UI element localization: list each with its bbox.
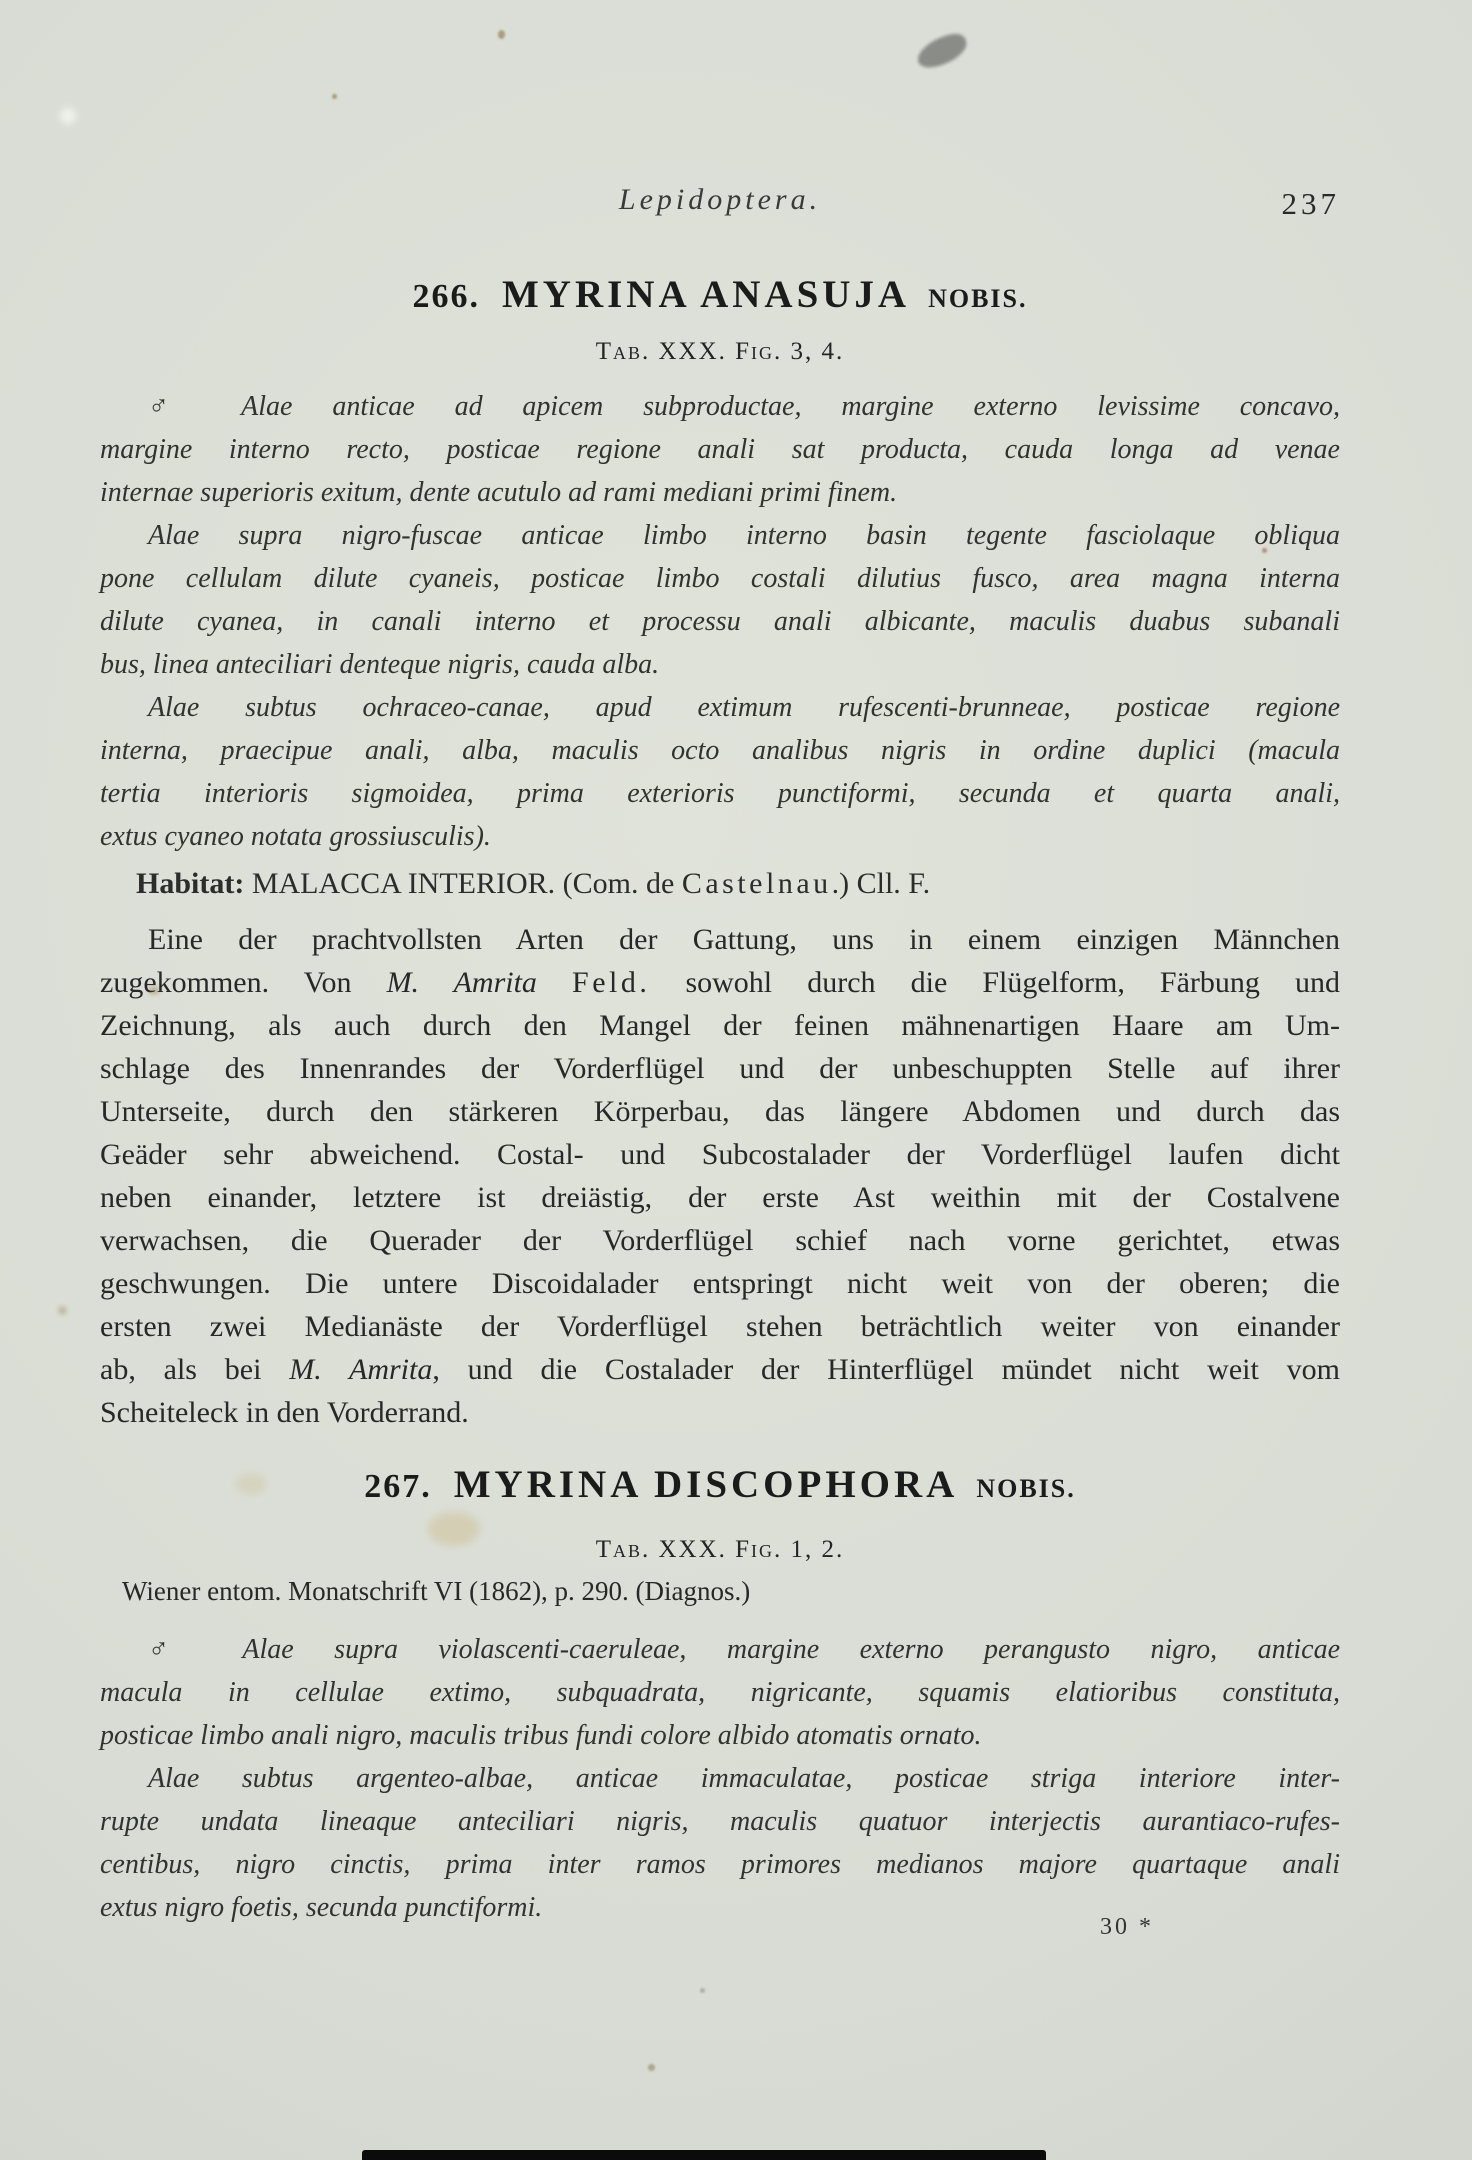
signature-mark: 30 * — [1100, 1914, 1154, 1940]
paper-stain — [648, 2064, 655, 2071]
paragraph — [100, 686, 1340, 858]
text-line: rupte undata lineaque anteciliari nigris, maculis quatuor interjectis aurantiaco-rufes- — [100, 1806, 1340, 1837]
text-line: ersten zwei Medianäste der Vorderflügel stehen beträchtlich weiter von einander — [100, 1310, 1340, 1343]
text-line: centibus, nigro cinctis, prima inter ramos primores medianos majore quartaque anali — [100, 1849, 1340, 1880]
paper-stain — [700, 1988, 705, 1993]
species-number: 267. — [364, 1468, 432, 1505]
text-line: ♂ Alae supra violascenti-caeruleae, margine externo perangusto nigro, anticae — [148, 1634, 1340, 1665]
section-266-body — [100, 385, 1340, 1434]
species-authority: NOBIS. — [928, 284, 1028, 313]
text-line: Alae subtus ochraceo-canae, apud extimum rufescenti-brunneae, posticae regione — [148, 692, 1340, 723]
text-line: ♂ Alae anticae ad apicem subproductae, margine externo levissime concavo, — [148, 391, 1340, 422]
species-name: MYRINA ANASUJA — [501, 273, 911, 316]
text-line: Geäder sehr abweichend. Costal- und Subcostalader der Vorderflügel laufen dicht — [100, 1138, 1340, 1171]
paper-stain — [498, 30, 505, 39]
text-line: Zeichnung, als auch durch den Mangel der feinen mähnenartigen Haare am Um- — [100, 1009, 1340, 1042]
running-header: Lepidoptera. — [618, 183, 822, 216]
text-line: Scheiteleck in den Vorderrand. — [100, 1396, 469, 1429]
species-authority: NOBIS. — [976, 1474, 1076, 1503]
text-line: pone cellulam dilute cyaneis, posticae limbo costali dilutius fusco, area magna interna — [100, 563, 1340, 594]
text-line: Habitat: MALACCA INTERIOR. (Com. de Castelnau.) Cll. F. — [136, 867, 931, 900]
paragraph — [100, 514, 1340, 686]
text-line: geschwungen. Die untere Discoidalader entspringt nicht weit von der oberen; die — [100, 1267, 1340, 1300]
text-line: extus cyaneo notata grossiusculis). — [100, 821, 491, 852]
text-line: internae superioris exitum, dente acutulo ad rami mediani primi finem. — [100, 477, 898, 508]
paragraph — [100, 385, 1340, 514]
species-heading-266 — [100, 272, 1340, 317]
text-line: posticae limbo anali nigro, maculis tribus fundi colore albido atomatis ornato. — [100, 1720, 982, 1751]
page-number: 237 — [1281, 186, 1340, 221]
text-line: macula in cellulae extimo, subquadrata, nigricante, squamis elatioribus constituta, — [100, 1677, 1340, 1708]
paper-stain — [58, 1306, 67, 1315]
ink-smudge-mark — [913, 29, 971, 73]
section-267-body — [100, 1628, 1340, 1929]
species-number: 266. — [412, 278, 480, 315]
paragraph — [100, 918, 1340, 1434]
literature-reference: Wiener entom. Monatschrift VI (1862), p. 290. (Diagnos.) — [122, 1576, 751, 1606]
text-line: schlage des Innenrandes der Vorderflügel und der unbeschuppten Stelle auf ihrer — [100, 1052, 1340, 1085]
text-line: extus nigro foetis, secunda punctiformi. — [100, 1892, 543, 1923]
paper-stain — [332, 94, 337, 99]
plate-reference-267: Tab. XXX. Fig. 1, 2. — [595, 1536, 845, 1563]
paragraph — [100, 862, 1340, 905]
text-line: neben einander, letztere ist dreiästig, der erste Ast weithin mit der Costalvene — [100, 1181, 1340, 1214]
text-line: ab, als bei M. Amrita, und die Costalader der Hinterflügel mündet nicht weit vom — [100, 1353, 1340, 1386]
plate-reference-266: Tab. XXX. Fig. 3, 4. — [595, 338, 845, 365]
text-line: Unterseite, durch den stärkeren Körperbau, das längere Abdomen und durch das — [100, 1095, 1340, 1128]
text-line: Eine der prachtvollsten Arten der Gattung, uns in einem einzigen Männchen — [148, 923, 1340, 956]
species-name: MYRINA DISCOPHORA — [453, 1463, 959, 1506]
paragraph — [100, 1757, 1340, 1929]
paper-stain — [60, 108, 76, 124]
species-heading-267 — [100, 1462, 1340, 1507]
text-line: tertia interioris sigmoidea, prima exterioris punctiformi, secunda et quarta anali, — [100, 778, 1340, 809]
text-line: Alae subtus argenteo-albae, anticae immaculatae, posticae striga interiore inter- — [148, 1763, 1340, 1794]
text-line: zugekommen. Von M. Amrita Feld. sowohl durch die Flügelform, Färbung und — [100, 966, 1341, 999]
text-line: dilute cyanea, in canali interno et processu anali albicante, maculis duabus subanali — [100, 606, 1340, 637]
text-line: interna, praecipue anali, alba, maculis octo analibus nigris in ordine duplici (macula — [100, 735, 1340, 766]
text-line: verwachsen, die Querader der Vorderflügel schief nach vorne gerichtet, etwas — [100, 1224, 1340, 1257]
paragraph — [100, 1628, 1340, 1757]
text-line: bus, linea anteciliari denteque nigris, cauda alba. — [100, 649, 660, 680]
scan-edge-artifact — [362, 2150, 1046, 2160]
text-line: margine interno recto, posticae regione anali sat producta, cauda longa ad venae — [100, 434, 1340, 465]
text-line: Alae supra nigro-fuscae anticae limbo interno basin tegente fasciolaque obliqua — [148, 520, 1340, 551]
